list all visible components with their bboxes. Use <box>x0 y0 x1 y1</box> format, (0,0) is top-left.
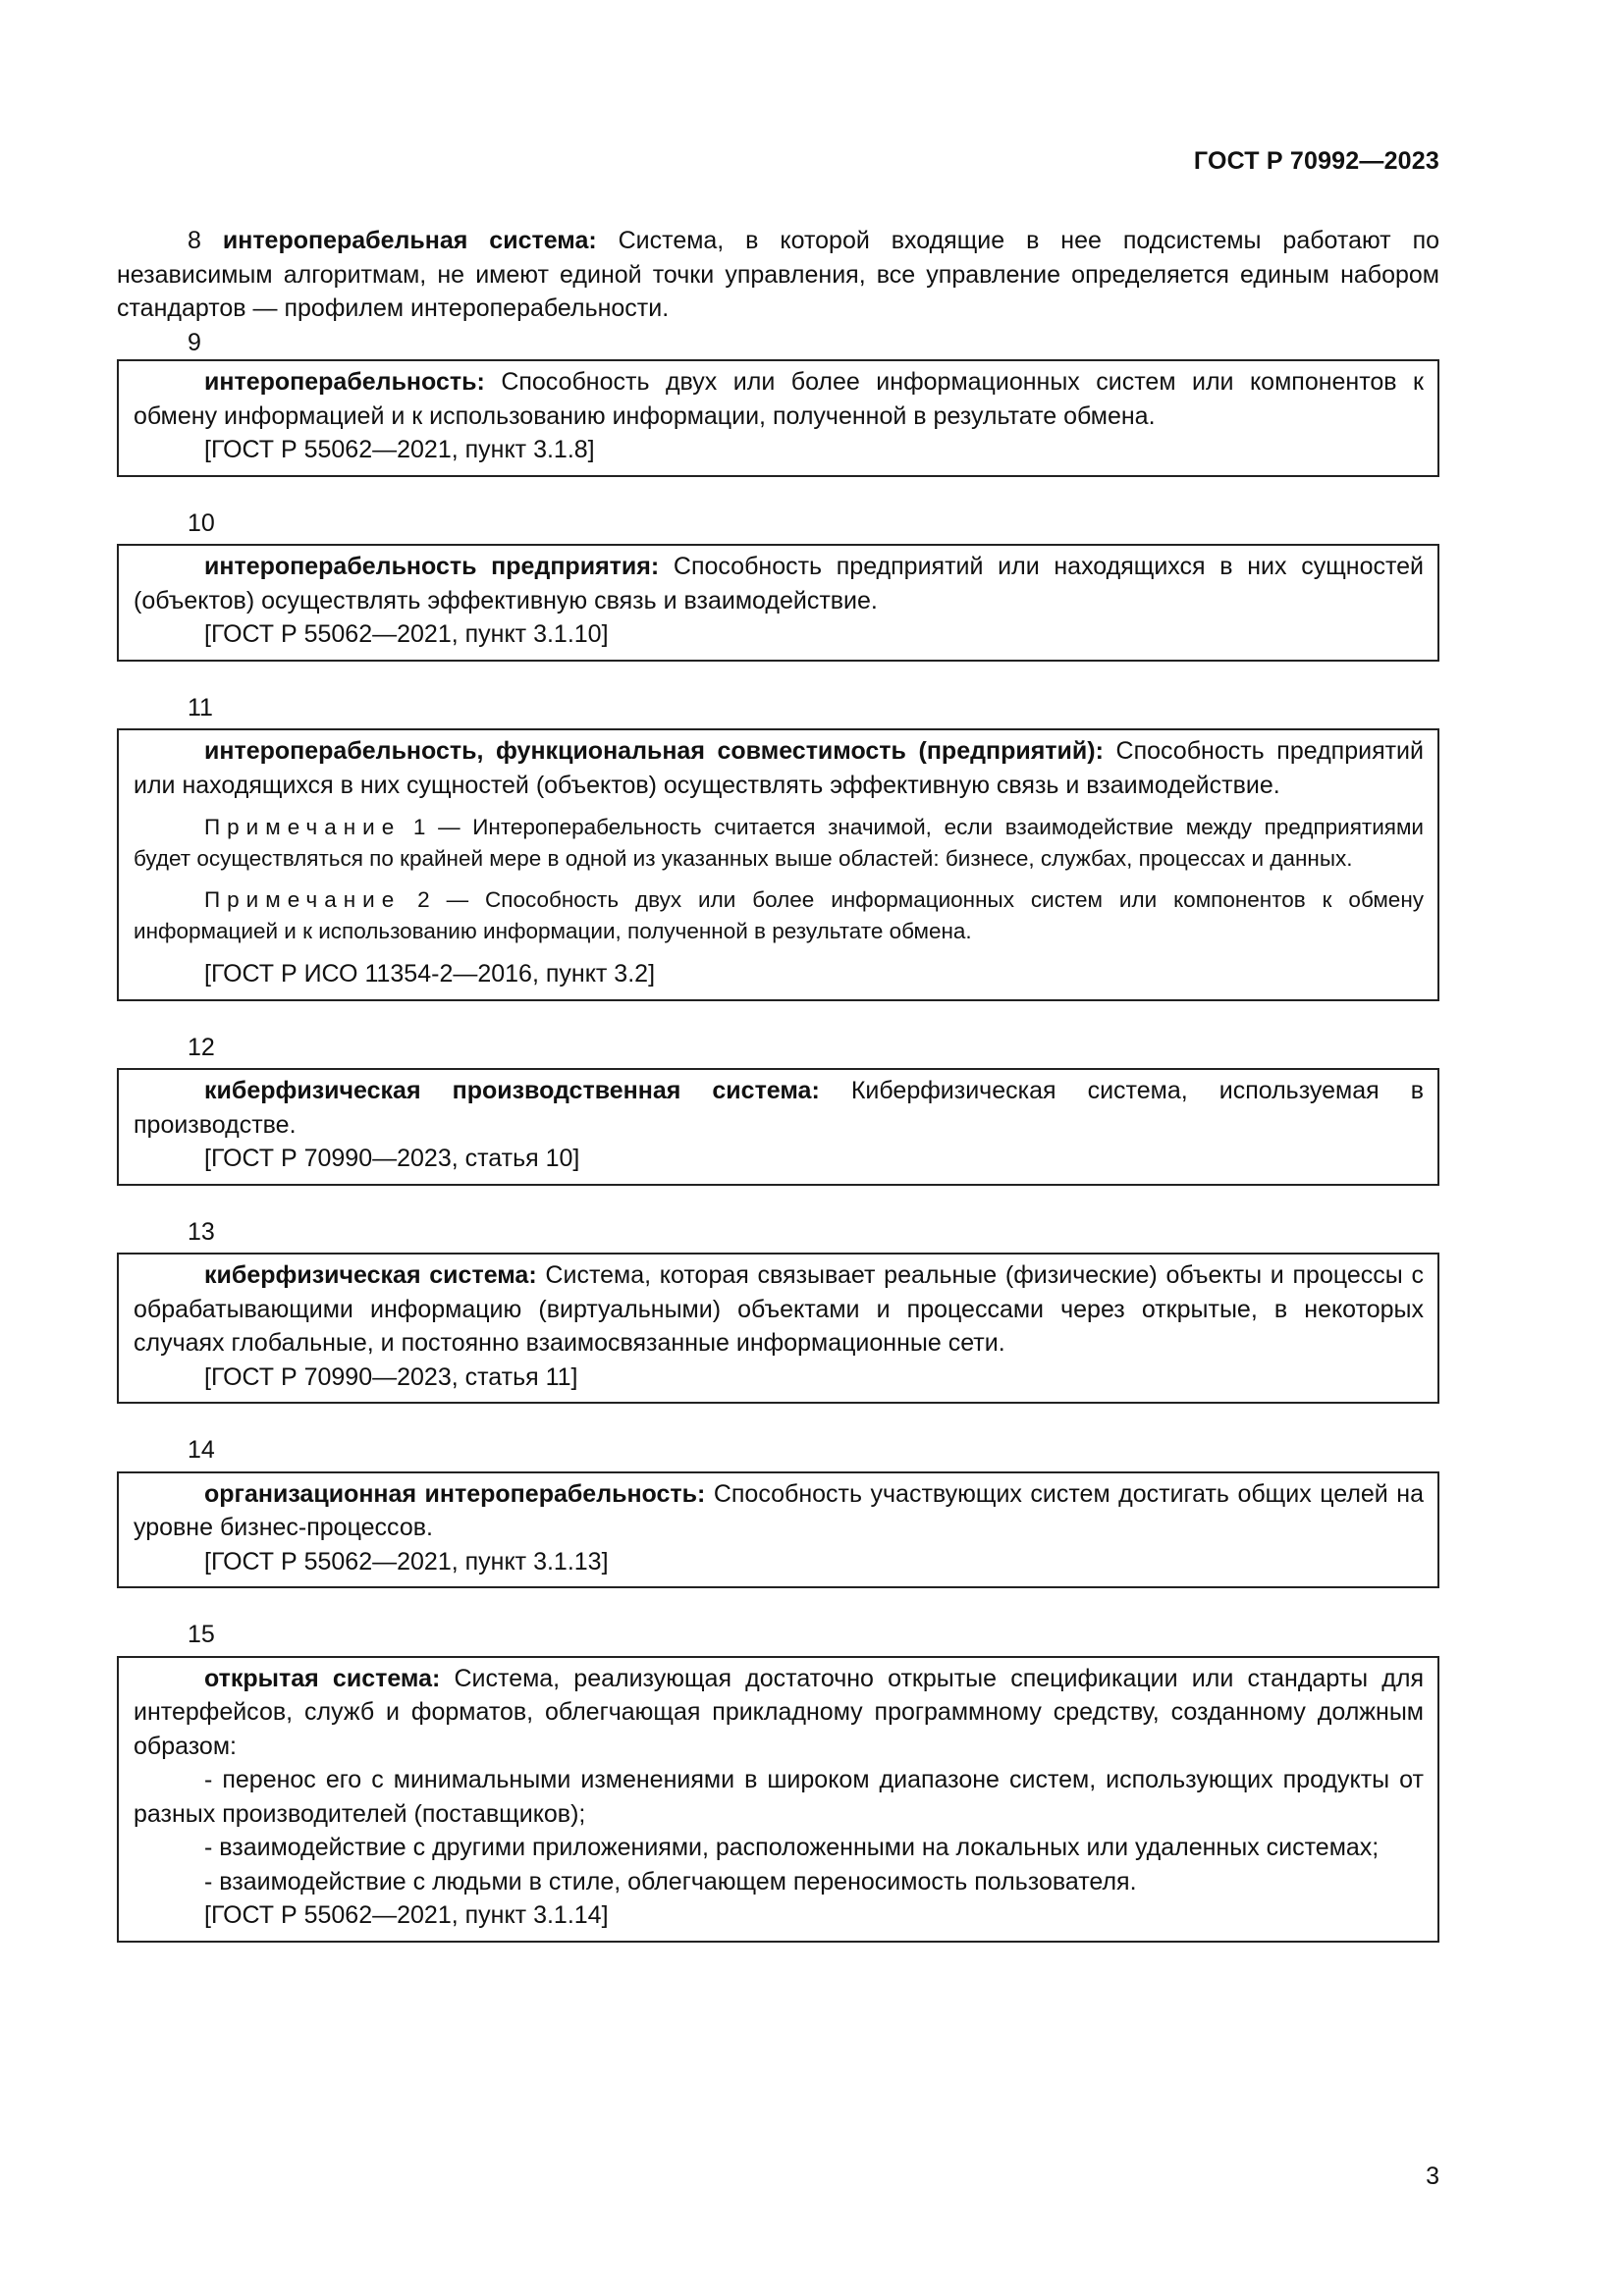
term-name: киберфизическая производственная система: <box>204 1077 820 1104</box>
term-source: [ГОСТ Р 70990—2023, статья 10] <box>204 1145 580 1172</box>
term-box-14 <box>117 1471 1439 1589</box>
term-definition: Система, в которой входящие в нее подсистемы работают по независимым алгоритмам, не имеют единой точки управления, все управление определяется единым набором стандартов — профилем интероперабельности. <box>117 227 1440 322</box>
list-item: - взаимодействие с людьми в стиле, облегчающем переносимость пользователя. <box>204 1867 1137 1896</box>
term-definition: Система, которая связывает реальные (физические) объекты и процессы с обрабатывающими информацию (виртуальными) объектами и процессами через открытые, в некоторых случаях глобальные, и постоянно взаимосвязанные информационные сети. <box>134 1261 1424 1357</box>
term-box-15 <box>117 1656 1439 1943</box>
term-number: 10 <box>188 508 215 537</box>
terms-section <box>117 224 1439 1943</box>
term-source: [ГОСТ Р ИСО 11354-2—2016, пункт 3.2] <box>204 960 656 988</box>
term-box-12 <box>117 1068 1439 1186</box>
term-number: 8 <box>188 227 201 254</box>
document-header: ГОСТ Р 70992—2023 <box>1193 147 1439 175</box>
term-definition: Киберфизическая система, используемая в производстве. <box>134 1077 1424 1139</box>
term-number: 12 <box>188 1033 215 1061</box>
term-definition: Система, реализующая достаточно открытые спецификации или стандарты для интерфейсов, служб и форматов, облегчающая прикладному программному средству, созданному должным образом: <box>134 1664 1424 1760</box>
page-number: 3 <box>1426 2163 1439 2190</box>
term-source: [ГОСТ Р 55062—2021, пункт 3.1.14] <box>204 1901 609 1929</box>
term-number: 15 <box>188 1621 215 1648</box>
term-number: 13 <box>188 1217 215 1246</box>
term-definition: Способность предприятий или находящихся в них сущностей (объектов) осуществлять эффективную связь и взаимодействие. <box>134 553 1425 614</box>
term-name: открытая система: <box>204 1664 441 1692</box>
term-source: [ГОСТ Р 70990—2023, статья 11] <box>204 1362 578 1391</box>
term-number: 11 <box>188 693 213 721</box>
term-box-9 <box>117 359 1439 477</box>
term-box-13 <box>117 1253 1439 1404</box>
term-name: интероперабельность: <box>204 368 485 396</box>
term-definition: Способность предприятий или находящихся в них сущностей (объектов) осуществлять эффективную связь и взаимодействие. <box>134 737 1424 799</box>
term-definition: Способность двух или более информационных систем или компонентов к обмену информацией и к использованию информации, полученной в результате обмена. <box>134 368 1424 430</box>
term-box-11 <box>117 728 1439 1001</box>
term-definition: Способность участвующих систем достигать общих целей на уровне бизнес-процессов. <box>134 1479 1424 1541</box>
term-source: [ГОСТ Р 55062—2021, пункт 3.1.8] <box>204 436 595 463</box>
term-name: интероперабельность предприятия: <box>204 553 660 580</box>
term-box-10 <box>117 544 1439 662</box>
term-note-1: Примечание 1 — Интероперабельность считается значимой, если взаимодействие между предприятиями будет осуществляться по крайней мере в одной из указанных выше областей: бизнесе, службах, процессах и данных. <box>134 815 1424 871</box>
term-source: [ГОСТ Р 55062—2021, пункт 3.1.13] <box>204 1547 609 1575</box>
term-name: киберфизическая система: <box>204 1261 537 1289</box>
term-name: интероперабельность, функциональная совместимость (предприятий): <box>204 737 1104 765</box>
term-number: 9 <box>188 328 201 356</box>
term-name: интероперабельная система: <box>222 227 597 254</box>
list-item: - взаимодействие с другими приложениями, расположенными на локальных или удаленных системах; <box>204 1834 1380 1861</box>
term-entry-8 <box>117 224 1439 326</box>
term-number: 14 <box>188 1436 215 1464</box>
list-item: - перенос его с минимальными изменениями в широком диапазоне систем, использующих продукты от разных производителей (поставщиков); <box>134 1766 1424 1828</box>
term-name: организационная интероперабельность: <box>204 1479 706 1508</box>
term-source: [ГОСТ Р 55062—2021, пункт 3.1.10] <box>204 620 609 648</box>
term-note-2: Примечание 2 — Способность двух или более информационных систем или компонентов к обмену информацией и к использованию информации, полученной в результате обмена. <box>134 887 1424 943</box>
